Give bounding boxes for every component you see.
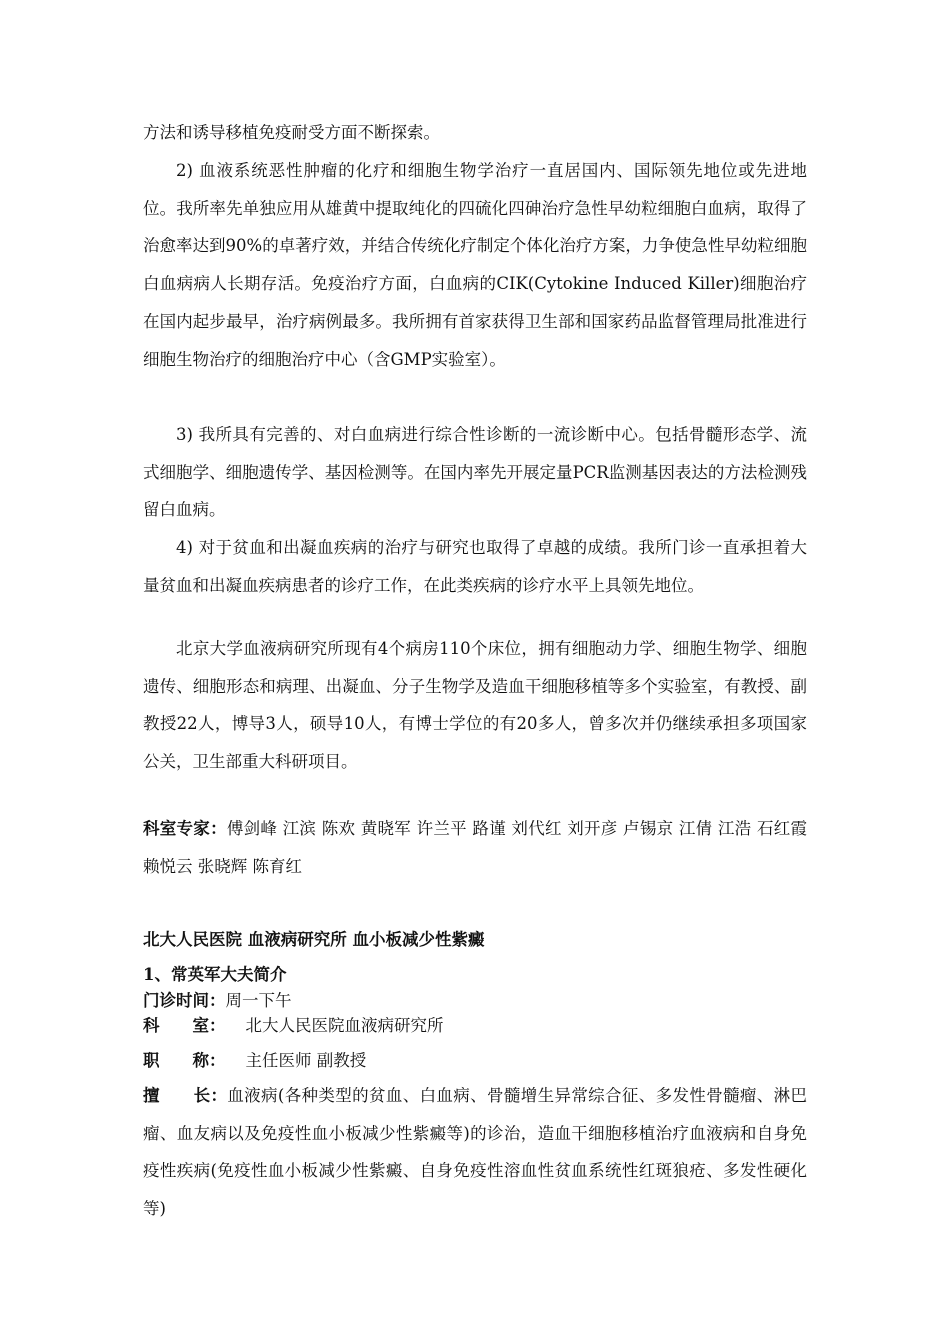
specialty-block bbox=[143, 1077, 807, 1228]
department-row bbox=[143, 1012, 807, 1036]
specialty-value: 血液病(各种类型的贫血、白血病、骨髓增生异常综合征、多发性骨髓瘤、淋巴瘤、血友病以及免疫性血小板减少性紫癜等)的诊治，造血干细胞移植治疗血液病和自身免疫性疾病(免疫性血小板减少性紫癜、自身免疫性溶血性贫血系统性红斑狼疮、多发性硬化等) bbox=[143, 1086, 808, 1219]
department-label: 科 室： bbox=[143, 1016, 226, 1035]
job-title-row bbox=[143, 1047, 807, 1071]
intro-tail-paragraph: 方法和诱导移植免疫耐受方面不断探索。 bbox=[143, 123, 440, 142]
job-title-value: 主任医师 副教授 bbox=[245, 1051, 367, 1070]
clinic-time-row bbox=[143, 987, 807, 1011]
paragraph-2-malignancy-treatment: 2) 血液系统恶性肿瘤的化疗和细胞生物学治疗一直居国内、国际领先地位或先进地位。我所率先单独应用从雄黄中提取纯化的四硫化四砷治疗急性早幼粒细胞白血病，取得了治愈率达到90%的卓著疗效，并结合传统化疗制定个体化治疗方案，力争使急性早幼粒细胞白血病病人长期存活。免疫治疗方面，白血病的CIK(Cytokine Induced Killer)细胞治疗在国内起步最早，治疗病例最多。我所拥有首家获得卫生部和国家药品监督管理局批准进行细胞生物治疗的细胞治疗中心（含GMP实验室）。 bbox=[143, 161, 807, 369]
experts-block bbox=[143, 810, 807, 885]
clinic-time-value: 周一下午 bbox=[225, 991, 292, 1010]
paragraph-3-diagnosis-center: 3) 我所具有完善的、对白血病进行综合性诊断的一流诊断中心。包括骨髓形态学、流式细胞学、细胞遗传学、基因检测等。在国内率先开展定量PCR监测基因表达的方法检测残留白血病。 bbox=[143, 425, 807, 520]
experts-names: 傅剑峰 江滨 陈欢 黄晓军 许兰平 路谨 刘代红 刘开彦 卢锡京 江倩 江浩 石红霞 赖悦云 张晓辉 陈育红 bbox=[143, 819, 807, 876]
specialty-label: 擅 长： bbox=[143, 1086, 228, 1105]
paragraph-4-anemia-coagulation: 4) 对于贫血和出凝血疾病的治疗与研究也取得了卓越的成绩。我所门诊一直承担着大量贫血和出凝血疾病患者的诊疗工作，在此类疾病的诊疗水平上具领先地位。 bbox=[143, 538, 807, 595]
department-value: 北大人民医院血液病研究所 bbox=[245, 1016, 444, 1035]
section-title: 北大人民医院 血液病研究所 血小板减少性紫癜 bbox=[143, 930, 485, 949]
paragraph-5-institute-overview: 北京大学血液病研究所现有4个病房110个床位，拥有细胞动力学、细胞生物学、细胞遗传、细胞形态和病理、出凝血、分子生物学及造血干细胞移植等多个实验室，有教授、副教授22人，博导3人，硕导10人，有博士学位的有20多人，曾多次并仍继续承担多项国家公关，卫生部重大科研项目。 bbox=[143, 639, 807, 772]
job-title-label: 职 称： bbox=[143, 1051, 226, 1070]
experts-label: 科室专家： bbox=[143, 819, 227, 838]
clinic-time-label: 门诊时间： bbox=[143, 991, 226, 1010]
doctor-heading: 1、常英军大夫简介 bbox=[143, 965, 287, 984]
